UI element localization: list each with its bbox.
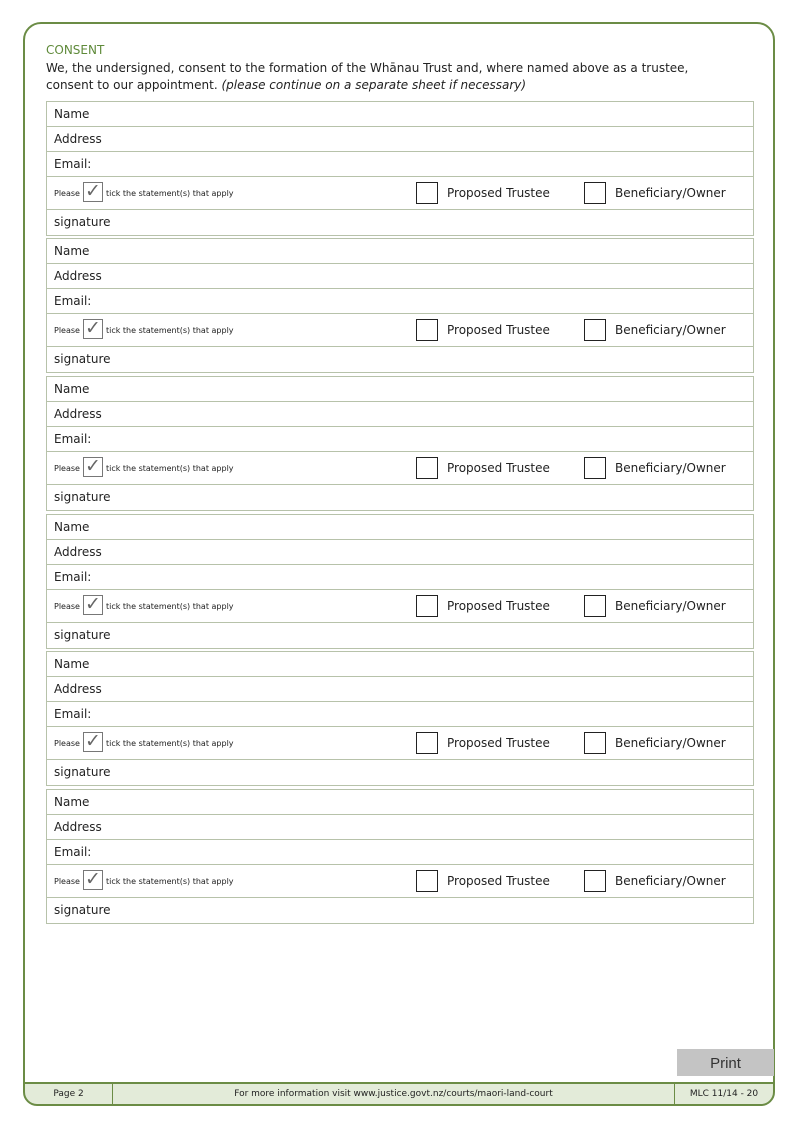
- proposed-trustee-option[interactable]: [416, 594, 550, 618]
- proposed-trustee-label: Proposed Trustee: [447, 185, 550, 200]
- email-field[interactable]: [47, 427, 753, 452]
- proposed-trustee-option[interactable]: [416, 318, 550, 342]
- intro-line2: consent to our appointment.: [46, 78, 218, 92]
- email-label: Email:: [54, 294, 92, 308]
- consent-entry: [46, 789, 754, 924]
- email-label: Email:: [54, 570, 92, 584]
- name-field[interactable]: [47, 652, 753, 677]
- section-heading: CONSENT: [46, 43, 105, 57]
- name-label: Name: [54, 244, 90, 258]
- tick-instruction: tick the statement(s) that apply: [105, 464, 234, 473]
- address-field[interactable]: [47, 540, 753, 565]
- beneficiary-owner-option[interactable]: [584, 456, 726, 480]
- beneficiary-owner-option[interactable]: [584, 181, 726, 205]
- address-field[interactable]: [47, 264, 753, 289]
- proposed-trustee-checkbox[interactable]: [416, 182, 438, 204]
- proposed-trustee-option[interactable]: [416, 731, 550, 755]
- proposed-trustee-checkbox[interactable]: [416, 595, 438, 617]
- beneficiary-owner-label: Beneficiary/Owner: [615, 598, 726, 613]
- name-label: Name: [54, 107, 90, 121]
- email-field[interactable]: [47, 840, 753, 865]
- signature-label: signature: [54, 215, 111, 229]
- tick-icon: ✓: [83, 457, 103, 477]
- signature-label: signature: [54, 490, 111, 504]
- name-label: Name: [54, 520, 90, 534]
- address-field[interactable]: [47, 127, 753, 152]
- beneficiary-owner-option[interactable]: [584, 731, 726, 755]
- name-field[interactable]: [47, 239, 753, 264]
- address-label: Address: [54, 269, 102, 283]
- email-label: Email:: [54, 157, 92, 171]
- beneficiary-owner-label: Beneficiary/Owner: [615, 735, 726, 750]
- tick-instruction: tick the statement(s) that apply: [105, 739, 234, 748]
- please-label: Please: [54, 189, 80, 198]
- proposed-trustee-option[interactable]: [416, 869, 550, 893]
- proposed-trustee-checkbox[interactable]: [416, 870, 438, 892]
- tick-icon: ✓: [83, 182, 103, 202]
- tick-icon: ✓: [83, 319, 103, 339]
- tick-row: [47, 452, 753, 485]
- name-field[interactable]: [47, 102, 753, 127]
- email-field[interactable]: [47, 565, 753, 590]
- address-label: Address: [54, 132, 102, 146]
- proposed-trustee-label: Proposed Trustee: [447, 322, 550, 337]
- address-field[interactable]: [47, 815, 753, 840]
- beneficiary-owner-checkbox[interactable]: [584, 870, 606, 892]
- tick-instruction: tick the statement(s) that apply: [105, 602, 234, 611]
- proposed-trustee-checkbox[interactable]: [416, 457, 438, 479]
- name-label: Name: [54, 382, 90, 396]
- proposed-trustee-checkbox[interactable]: [416, 732, 438, 754]
- beneficiary-owner-label: Beneficiary/Owner: [615, 322, 726, 337]
- tick-row: [47, 865, 753, 898]
- signature-field[interactable]: [47, 347, 753, 372]
- consent-entry: [46, 238, 754, 373]
- proposed-trustee-option[interactable]: [416, 456, 550, 480]
- please-label: Please: [54, 877, 80, 886]
- proposed-trustee-label: Proposed Trustee: [447, 460, 550, 475]
- beneficiary-owner-checkbox[interactable]: [584, 595, 606, 617]
- please-label: Please: [54, 739, 80, 748]
- email-label: Email:: [54, 845, 92, 859]
- tick-icon: ✓: [83, 595, 103, 615]
- proposed-trustee-checkbox[interactable]: [416, 319, 438, 341]
- beneficiary-owner-label: Beneficiary/Owner: [615, 185, 726, 200]
- beneficiary-owner-label: Beneficiary/Owner: [615, 460, 726, 475]
- signature-field[interactable]: [47, 210, 753, 235]
- tick-row: [47, 314, 753, 347]
- name-label: Name: [54, 657, 90, 671]
- tick-instruction: tick the statement(s) that apply: [105, 326, 234, 335]
- signature-label: signature: [54, 352, 111, 366]
- tick-row: [47, 177, 753, 210]
- proposed-trustee-option[interactable]: [416, 181, 550, 205]
- beneficiary-owner-checkbox[interactable]: [584, 182, 606, 204]
- address-label: Address: [54, 407, 102, 421]
- please-label: Please: [54, 326, 80, 335]
- intro-line1: We, the undersigned, consent to the formation of the Whānau Trust and, where named above as a trustee,: [46, 61, 689, 75]
- beneficiary-owner-checkbox[interactable]: [584, 319, 606, 341]
- beneficiary-owner-option[interactable]: [584, 594, 726, 618]
- signature-field[interactable]: [47, 898, 753, 923]
- tick-icon: ✓: [83, 870, 103, 890]
- consent-entry: [46, 101, 754, 236]
- email-label: Email:: [54, 432, 92, 446]
- name-field[interactable]: [47, 515, 753, 540]
- signature-label: signature: [54, 903, 111, 917]
- address-label: Address: [54, 545, 102, 559]
- address-field[interactable]: [47, 402, 753, 427]
- email-field[interactable]: [47, 152, 753, 177]
- please-label: Please: [54, 464, 80, 473]
- address-label: Address: [54, 682, 102, 696]
- beneficiary-owner-label: Beneficiary/Owner: [615, 873, 726, 888]
- email-field[interactable]: [47, 289, 753, 314]
- proposed-trustee-label: Proposed Trustee: [447, 735, 550, 750]
- consent-entry: [46, 651, 754, 786]
- footer: [23, 1082, 775, 1106]
- tick-instruction: tick the statement(s) that apply: [105, 189, 234, 198]
- address-label: Address: [54, 820, 102, 834]
- beneficiary-owner-option[interactable]: [584, 318, 726, 342]
- beneficiary-owner-checkbox[interactable]: [584, 457, 606, 479]
- signature-field[interactable]: [47, 623, 753, 648]
- proposed-trustee-label: Proposed Trustee: [447, 873, 550, 888]
- email-label: Email:: [54, 707, 92, 721]
- signature-field[interactable]: [47, 760, 753, 785]
- email-field[interactable]: [47, 702, 753, 727]
- tick-row: [47, 590, 753, 623]
- beneficiary-owner-checkbox[interactable]: [584, 732, 606, 754]
- signature-label: signature: [54, 628, 111, 642]
- name-field[interactable]: [47, 377, 753, 402]
- signature-label: signature: [54, 765, 111, 779]
- name-field[interactable]: [47, 790, 753, 815]
- intro-text: [46, 60, 746, 94]
- footer-info: For more information visit www.justice.govt.nz/courts/maori-land-court: [113, 1084, 675, 1104]
- footer-page: Page 2: [25, 1084, 113, 1104]
- print-button[interactable]: Print: [677, 1049, 774, 1076]
- intro-note: (please continue on a separate sheet if necessary): [221, 78, 527, 92]
- consent-entry: [46, 376, 754, 511]
- beneficiary-owner-option[interactable]: [584, 869, 726, 893]
- signature-field[interactable]: [47, 485, 753, 510]
- tick-instruction: tick the statement(s) that apply: [105, 877, 234, 886]
- proposed-trustee-label: Proposed Trustee: [447, 598, 550, 613]
- consent-entry: [46, 514, 754, 649]
- please-label: Please: [54, 602, 80, 611]
- footer-code: MLC 11/14 - 20: [689, 1089, 759, 1099]
- address-field[interactable]: [47, 677, 753, 702]
- name-label: Name: [54, 795, 90, 809]
- tick-row: [47, 727, 753, 760]
- tick-icon: ✓: [83, 732, 103, 752]
